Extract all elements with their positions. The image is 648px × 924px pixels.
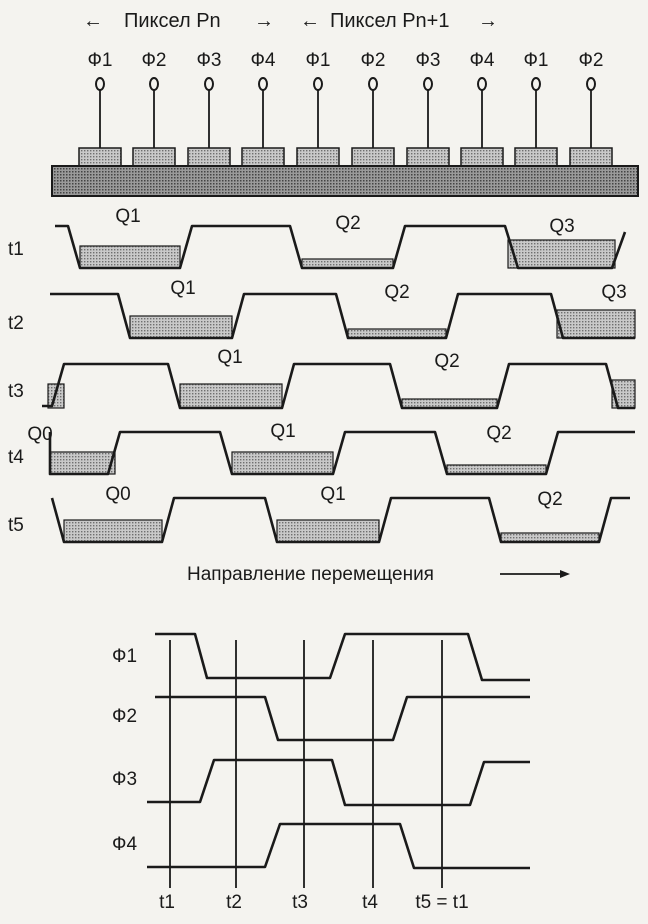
electrode-terminal <box>587 78 595 90</box>
clock-trace-3 <box>147 760 530 805</box>
charge-label-Q2: Q2 <box>335 213 361 234</box>
arrow-right-pn1: → <box>478 10 498 32</box>
charge-label-Q1: Q1 <box>115 206 141 227</box>
charge-packet <box>130 316 232 338</box>
phase-label-5: Ф1 <box>305 50 331 71</box>
charge-label-Q2: Q2 <box>434 351 460 372</box>
charge-label-Q1: Q1 <box>270 421 296 442</box>
phase-label-2: Ф2 <box>141 50 167 71</box>
charge-packet <box>302 259 393 268</box>
electrode-gate <box>79 148 121 166</box>
clock-trace-4 <box>147 824 530 868</box>
electrode-array <box>79 50 612 166</box>
electrode-gate <box>570 148 612 166</box>
timing-phase-label-4: Ф4 <box>112 834 138 855</box>
time-marker-label-3: t3 <box>292 892 308 913</box>
electrode-gate <box>407 148 449 166</box>
electrode-terminal <box>314 78 322 90</box>
arrow-left-pn: ← <box>83 10 103 32</box>
direction-label: Направление перемещения <box>187 564 434 585</box>
clock-trace-2 <box>155 697 530 740</box>
charge-label-Q3: Q3 <box>601 282 627 303</box>
charge-packet <box>64 520 162 542</box>
well-row-t4 <box>8 421 635 474</box>
well-row-t5 <box>8 484 630 542</box>
charge-label-Q1: Q1 <box>217 347 243 368</box>
charge-packet <box>501 533 599 542</box>
charge-packet <box>180 384 282 408</box>
potential-profile <box>42 364 635 408</box>
potential-wells <box>8 206 635 542</box>
charge-label-Q2: Q2 <box>486 423 512 444</box>
time-marker-label-4: t4 <box>362 892 378 913</box>
charge-packet <box>557 310 635 338</box>
electrode-gate <box>188 148 230 166</box>
charge-packet <box>348 329 446 338</box>
phase-label-7: Ф3 <box>415 50 441 71</box>
charge-label-Q2: Q2 <box>537 489 563 510</box>
phase-label-6: Ф2 <box>360 50 386 71</box>
phase-label-9: Ф1 <box>523 50 549 71</box>
electrode-gate <box>461 148 503 166</box>
well-row-t3 <box>8 347 635 408</box>
time-marker-label-2: t2 <box>226 892 242 913</box>
electrode-gate <box>352 148 394 166</box>
direction-indicator <box>187 564 570 585</box>
timing-diagram <box>112 634 530 913</box>
phase-label-10: Ф2 <box>578 50 604 71</box>
charge-label-Q3: Q3 <box>549 216 575 237</box>
electrode-terminal <box>532 78 540 90</box>
electrode-gate <box>515 148 557 166</box>
potential-profile <box>50 432 635 474</box>
well-row-t2 <box>8 278 635 338</box>
charge-label-Q1: Q1 <box>320 484 346 505</box>
time-label-t3: t3 <box>8 381 24 402</box>
electrode-terminal <box>205 78 213 90</box>
arrow-right-pn: → <box>254 10 274 32</box>
phase-label-3: Ф3 <box>196 50 222 71</box>
phase-label-8: Ф4 <box>469 50 495 71</box>
electrode-gate <box>242 148 284 166</box>
time-marker-label-1: t1 <box>159 892 175 913</box>
timing-phase-label-3: Ф3 <box>112 769 138 790</box>
charge-label-Q2: Q2 <box>384 282 410 303</box>
well-row-t1 <box>8 206 625 268</box>
charge-packet <box>232 452 333 474</box>
electrode-terminal <box>96 78 104 90</box>
electrode-terminal <box>424 78 432 90</box>
electrode-terminal <box>478 78 486 90</box>
time-marker-label-5: t5 = t1 <box>415 892 469 913</box>
electrode-terminal <box>259 78 267 90</box>
pixel-n1-label: Пиксел Pn+1 <box>330 10 450 32</box>
time-label-t1: t1 <box>8 239 24 260</box>
charge-packet <box>447 465 546 474</box>
charge-packet <box>50 452 115 474</box>
pixel-header <box>83 10 498 32</box>
direction-arrow-head <box>560 570 570 578</box>
clock-trace-1 <box>155 634 530 680</box>
electrode-terminal <box>150 78 158 90</box>
phase-label-4: Ф4 <box>250 50 276 71</box>
charge-packet <box>402 399 497 408</box>
arrow-left-pn1: ← <box>300 10 320 32</box>
timing-phase-label-2: Ф2 <box>112 706 138 727</box>
charge-label-Q1: Q1 <box>170 278 196 299</box>
charge-label-Q0: Q0 <box>105 484 131 505</box>
phase-label-1: Ф1 <box>87 50 113 71</box>
time-label-t2: t2 <box>8 313 24 334</box>
pixel-n-label: Пиксел Pn <box>124 10 221 32</box>
charge-packet <box>80 246 180 268</box>
electrode-terminal <box>369 78 377 90</box>
charge-packet <box>508 240 615 268</box>
substrate <box>52 166 638 196</box>
charge-label-Q0: Q0 <box>27 424 53 445</box>
time-label-t4: t4 <box>8 447 24 468</box>
electrode-gate <box>133 148 175 166</box>
time-label-t5: t5 <box>8 515 24 536</box>
electrode-gate <box>297 148 339 166</box>
timing-phase-label-1: Ф1 <box>112 646 138 667</box>
charge-packet <box>277 520 379 542</box>
